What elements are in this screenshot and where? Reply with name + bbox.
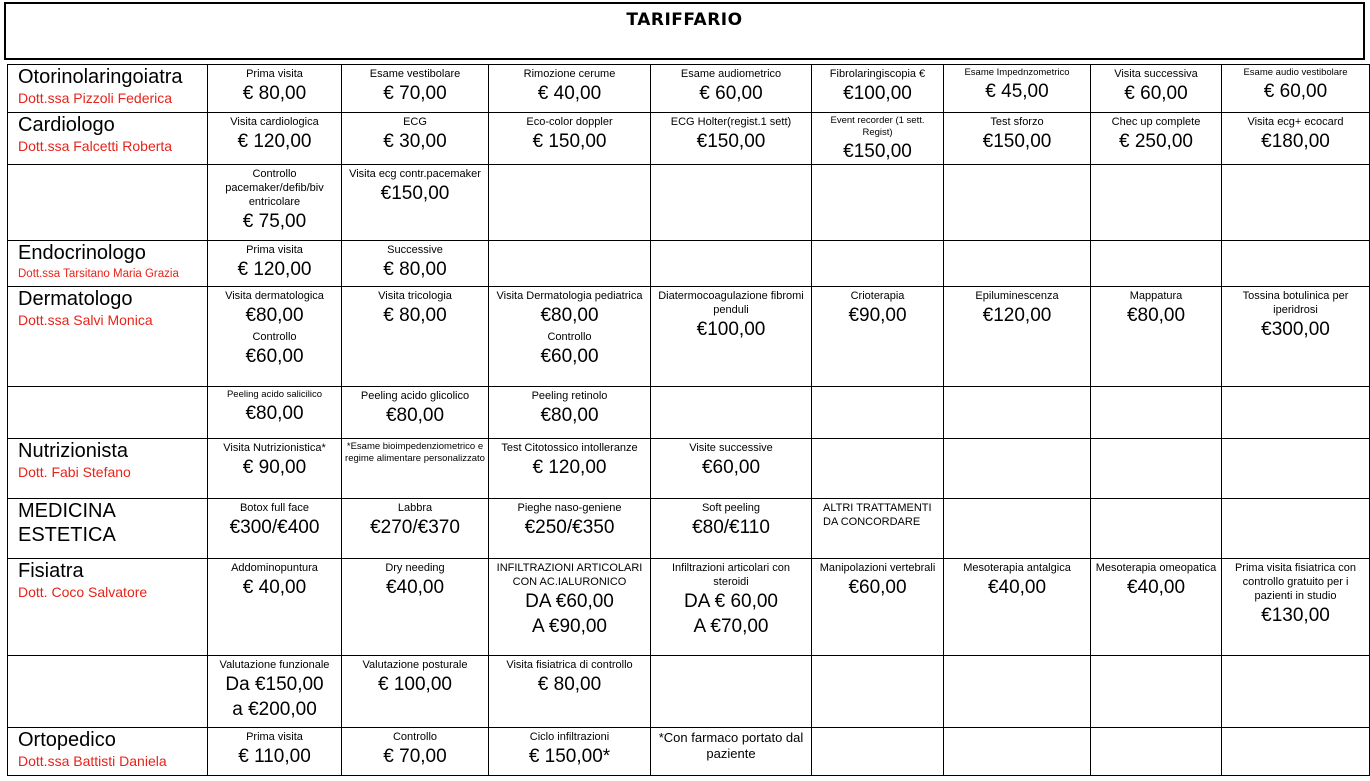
service-cell xyxy=(342,499,489,559)
service-price: €100,00 xyxy=(696,319,766,340)
specialty-cell xyxy=(8,499,208,559)
service-label: Valutazione posturale xyxy=(362,659,468,671)
specialty-name: MEDICINA ESTETICA xyxy=(18,500,116,546)
specialty-cell xyxy=(8,728,208,776)
service-cell xyxy=(812,113,944,165)
service-cell xyxy=(944,65,1091,113)
service-price: €300,00 xyxy=(1261,319,1330,340)
service-label: Chec up complete xyxy=(1111,116,1201,128)
doctor-name: Dott.ssa Tarsitano Maria Grazia xyxy=(18,268,179,280)
service-label: Rimozione cerume xyxy=(523,68,616,80)
service-label: Esame vestibolare xyxy=(369,68,461,80)
service-label: Visita Nutrizionistica* xyxy=(223,442,326,454)
service-cell xyxy=(812,656,944,728)
service-cell xyxy=(489,113,651,165)
service-label: Soft peeling xyxy=(701,502,761,514)
specialty-name: Fisiatra xyxy=(18,560,84,582)
service-cell xyxy=(1222,165,1370,241)
service-cell xyxy=(1091,287,1222,387)
service-cell xyxy=(651,387,812,439)
header-box xyxy=(4,2,1365,60)
table-row xyxy=(8,113,1370,165)
service-price: €80,00 xyxy=(540,405,599,426)
service-price: €250/€350 xyxy=(524,517,615,538)
service-label: Visita cardiologica xyxy=(230,116,319,128)
table-row xyxy=(8,728,1370,776)
service-price: €150,00 xyxy=(380,183,450,204)
specialty-name: Endocrinologo xyxy=(18,242,146,264)
service-price: €80,00 xyxy=(245,403,304,424)
service-cell xyxy=(1222,241,1370,287)
service-cell xyxy=(651,559,812,656)
service-cell xyxy=(342,439,489,499)
service-cell xyxy=(944,559,1091,656)
service-cell xyxy=(342,65,489,113)
doctor-name: Dott.ssa Falcetti Roberta xyxy=(18,138,173,154)
service-cell xyxy=(342,728,489,776)
service-cell xyxy=(1091,559,1222,656)
service-label: Diatermocoagulazione fibromi penduli xyxy=(658,290,804,316)
service-note: *Con farmaco portato dal paziente xyxy=(658,730,804,761)
service-cell xyxy=(812,387,944,439)
specialty-cell xyxy=(8,559,208,656)
service-label: Fibrolaringiscopia € xyxy=(829,68,926,80)
service-label: Peeling acido glicolico xyxy=(360,390,470,402)
doctor-name: Dott. Fabi Stefano xyxy=(18,464,131,480)
service-cell xyxy=(944,656,1091,728)
service-label: Visita successiva xyxy=(1114,68,1198,80)
service-cell xyxy=(342,559,489,656)
service-label: Mesoterapia omeopatica xyxy=(1095,562,1217,574)
service-price: €100,00 xyxy=(843,83,912,104)
service-cell xyxy=(812,165,944,241)
service-label: Esame audio vestibolare xyxy=(1243,67,1348,78)
service-cell xyxy=(1091,65,1222,113)
service-price: €120,00 xyxy=(982,305,1052,326)
service-label: Peeling acido salicilico xyxy=(226,389,323,400)
service-price: DA € 60,00 xyxy=(683,591,779,612)
specialty-name: Nutrizionista xyxy=(18,440,129,462)
service-label: Visita ecg contr.pacemaker xyxy=(349,168,481,180)
service-label: Addominopuntura xyxy=(231,562,318,574)
service-price: €270/€370 xyxy=(370,517,460,538)
service-label: ECG xyxy=(403,116,427,128)
table-row xyxy=(8,439,1370,499)
service-price: € 120,00 xyxy=(237,131,312,152)
service-label: Controllo xyxy=(392,731,438,743)
service-label: Prima visita xyxy=(246,244,303,256)
service-price: € 30,00 xyxy=(383,131,447,152)
service-cell xyxy=(1091,387,1222,439)
specialty-cell xyxy=(8,113,208,165)
service-label: Crioterapia xyxy=(850,290,905,302)
service-cell xyxy=(489,287,651,387)
service-label: Mesoterapia antalgica xyxy=(963,562,1071,574)
service-price: € 120,00 xyxy=(237,259,312,280)
doctor-name: Dott. Coco Salvatore xyxy=(18,584,148,600)
service-cell xyxy=(1091,499,1222,559)
service-price: €150,00 xyxy=(982,131,1052,152)
service-cell xyxy=(944,728,1091,776)
service-price: €40,00 xyxy=(1126,577,1186,598)
service-cell xyxy=(489,559,651,656)
service-cell xyxy=(208,439,342,499)
service-label: Visita fisiatrica di controllo xyxy=(506,659,633,671)
service-cell xyxy=(651,113,812,165)
service-label: Test Citotossico intolleranze xyxy=(501,442,638,454)
service-cell xyxy=(1222,65,1370,113)
service-cell xyxy=(651,439,812,499)
service-cell xyxy=(342,656,489,728)
service-cell xyxy=(651,165,812,241)
service-price: € 80,00 xyxy=(242,83,307,104)
service-price: €130,00 xyxy=(1261,605,1330,626)
service-price: DA €60,00 xyxy=(525,591,614,612)
service-cell xyxy=(1091,439,1222,499)
service-label: Dry needing xyxy=(385,562,445,574)
service-label: Tossina botulinica per iperidrosi xyxy=(1242,290,1349,316)
service-cell xyxy=(944,287,1091,387)
service-price: € 110,00 xyxy=(238,746,311,767)
service-price: € 40,00 xyxy=(242,577,307,598)
table-row xyxy=(8,387,1370,439)
service-price: €180,00 xyxy=(1261,131,1330,152)
doctor-name: Dott.ssa Salvi Monica xyxy=(18,312,153,328)
service-cell xyxy=(1091,656,1222,728)
service-cell xyxy=(651,656,812,728)
service-label: Pieghe naso-geniene xyxy=(517,502,622,514)
service-cell xyxy=(1222,728,1370,776)
service-cell xyxy=(651,728,812,776)
service-price: € 150,00 xyxy=(532,131,607,152)
service-cell xyxy=(489,499,651,559)
service-cell xyxy=(1222,439,1370,499)
service-price: € 80,00 xyxy=(383,305,447,326)
service-price: A €90,00 xyxy=(531,616,608,637)
service-cell xyxy=(812,241,944,287)
service-price: €40,00 xyxy=(385,577,445,598)
specialty-name: Cardiologo xyxy=(18,114,115,136)
service-label: Event recorder (1 sett. Regist) xyxy=(830,115,925,138)
service-price: €80,00 xyxy=(1126,305,1186,326)
service-cell xyxy=(208,113,342,165)
service-price: €150,00 xyxy=(696,131,766,152)
service-cell xyxy=(1091,728,1222,776)
service-label: Eco-color doppler xyxy=(526,116,613,128)
service-cell xyxy=(1222,113,1370,165)
service-cell xyxy=(812,728,944,776)
service-label: Prima visita xyxy=(246,68,303,80)
service-label: Visita ecg+ ecocard xyxy=(1247,116,1344,128)
service-cell xyxy=(1222,287,1370,387)
service-price: € 40,00 xyxy=(537,83,602,104)
service-cell xyxy=(489,728,651,776)
service-cell xyxy=(1222,387,1370,439)
service-label: Epiluminescenza xyxy=(975,290,1059,302)
service-cell xyxy=(208,387,342,439)
service-label: Ciclo infiltrazioni xyxy=(529,731,610,743)
page-title: TARIFFARIO xyxy=(626,10,743,30)
service-cell xyxy=(208,241,342,287)
service-cell xyxy=(1091,113,1222,165)
service-cell xyxy=(944,165,1091,241)
service-cell xyxy=(208,165,342,241)
service-cell xyxy=(1091,165,1222,241)
service-cell xyxy=(342,287,489,387)
service-label: Botox full face xyxy=(239,502,310,514)
specialty-cell xyxy=(8,656,208,728)
specialty-cell xyxy=(8,287,208,387)
service-label: Controllo xyxy=(252,331,297,343)
service-label: Visite successive xyxy=(689,442,773,454)
service-cell xyxy=(812,559,944,656)
service-price: €60,00 xyxy=(540,346,599,367)
specialty-name: Ortopedico xyxy=(18,729,116,751)
service-cell xyxy=(651,499,812,559)
service-cell xyxy=(208,65,342,113)
service-cell xyxy=(651,241,812,287)
service-price: €80,00 xyxy=(540,305,599,326)
service-label: Peeling retinolo xyxy=(531,390,608,402)
service-cell xyxy=(944,499,1091,559)
service-price: €40,00 xyxy=(987,577,1047,598)
table-row xyxy=(8,559,1370,656)
service-label: Manipolazioni vertebrali xyxy=(819,562,936,574)
service-label: Valutazione funzionale xyxy=(219,659,330,671)
service-cell xyxy=(944,241,1091,287)
service-label: Labbra xyxy=(397,502,433,514)
service-price: € 75,00 xyxy=(242,211,307,232)
doctor-name: Dott.ssa Pizzoli Federica xyxy=(18,90,173,106)
service-price: €60,00 xyxy=(701,457,761,478)
service-price: € 150,00* xyxy=(528,746,611,767)
service-cell xyxy=(489,656,651,728)
specialty-cell xyxy=(8,165,208,241)
service-label: Visita tricologia xyxy=(378,290,452,302)
service-cell xyxy=(489,387,651,439)
service-price: €80,00 xyxy=(245,305,304,326)
service-label: Controllo xyxy=(547,331,592,343)
service-price: a €200,00 xyxy=(232,699,317,720)
service-cell xyxy=(1222,656,1370,728)
service-price: €60,00 xyxy=(245,346,304,367)
service-price: € 100,00 xyxy=(378,674,452,695)
service-cell xyxy=(1091,241,1222,287)
service-price: € 80,00 xyxy=(537,674,602,695)
service-price: €300/€400 xyxy=(229,517,320,538)
service-cell xyxy=(208,287,342,387)
service-price: €80,00 xyxy=(385,405,445,426)
service-cell xyxy=(812,439,944,499)
specialty-name: Otorinolaringoiatra xyxy=(18,66,183,88)
service-price: € 60,00 xyxy=(1124,83,1188,104)
service-label: Mappatura xyxy=(1129,290,1183,302)
service-cell xyxy=(342,241,489,287)
service-label: Prima visita xyxy=(246,731,303,743)
service-cell xyxy=(342,387,489,439)
table-row xyxy=(8,287,1370,387)
service-cell xyxy=(208,728,342,776)
service-label: Successive xyxy=(387,244,443,256)
service-cell xyxy=(489,241,651,287)
doctor-name: Dott.ssa Battisti Daniela xyxy=(18,753,167,769)
service-cell xyxy=(489,165,651,241)
service-label: Controllo pacemaker/defib/biv entricolare xyxy=(225,168,324,208)
service-label: Prima visita fisiatrica con controllo gratuito per i pazienti in studio xyxy=(1234,562,1357,602)
service-cell xyxy=(489,65,651,113)
service-label: Visita dermatologica xyxy=(225,290,324,302)
specialty-cell xyxy=(8,241,208,287)
service-cell xyxy=(651,65,812,113)
specialty-cell xyxy=(8,387,208,439)
service-cell xyxy=(812,287,944,387)
table-row xyxy=(8,165,1370,241)
service-label: ECG Holter(regist.1 sett) xyxy=(670,116,792,128)
price-table xyxy=(7,64,1370,776)
service-label: Esame Impednzometrico xyxy=(964,67,1070,78)
service-cell xyxy=(944,113,1091,165)
specialty-cell xyxy=(8,65,208,113)
service-price: € 45,00 xyxy=(985,81,1049,102)
service-price: €150,00 xyxy=(843,141,912,162)
service-cell xyxy=(489,439,651,499)
service-cell xyxy=(208,499,342,559)
service-cell xyxy=(208,656,342,728)
service-price: € 80,00 xyxy=(383,259,447,280)
service-price: € 120,00 xyxy=(532,457,607,478)
service-label: ALTRI TRATTAMENTI DA CONCORDARE xyxy=(823,502,932,528)
service-cell xyxy=(342,165,489,241)
service-cell xyxy=(812,499,944,559)
service-cell xyxy=(651,287,812,387)
table-row xyxy=(8,656,1370,728)
service-price: € 70,00 xyxy=(383,83,447,104)
specialty-cell xyxy=(8,439,208,499)
service-label: *Esame bioimpedenziometrico e regime alimentare personalizzato xyxy=(345,441,485,464)
service-price: € 250,00 xyxy=(1119,131,1193,152)
service-cell xyxy=(944,439,1091,499)
table-row xyxy=(8,65,1370,113)
service-label: Esame audiometrico xyxy=(680,68,782,80)
table-row xyxy=(8,241,1370,287)
service-cell xyxy=(1222,559,1370,656)
service-label: Visita Dermatologia pediatrica xyxy=(496,290,643,302)
service-cell xyxy=(812,65,944,113)
service-label: Test sforzo xyxy=(990,116,1044,128)
service-cell xyxy=(944,387,1091,439)
service-cell xyxy=(342,113,489,165)
service-price: € 90,00 xyxy=(242,457,307,478)
service-price: A €70,00 xyxy=(693,616,769,637)
service-cell xyxy=(208,559,342,656)
service-price: € 70,00 xyxy=(383,746,447,767)
table-row xyxy=(8,499,1370,559)
specialty-name: Dermatologo xyxy=(18,288,133,310)
service-price: Da €150,00 xyxy=(225,674,324,695)
service-price: € 60,00 xyxy=(699,83,763,104)
service-price: € 60,00 xyxy=(1263,81,1328,102)
service-price: €80/€110 xyxy=(692,517,770,538)
service-cell xyxy=(1222,499,1370,559)
service-label: INFILTRAZIONI ARTICOLARI CON AC.IALURONICO xyxy=(496,562,643,588)
service-label: Infiltrazioni articolari con steroidi xyxy=(672,562,790,588)
service-price: €90,00 xyxy=(848,305,907,326)
service-price: €60,00 xyxy=(848,577,907,598)
